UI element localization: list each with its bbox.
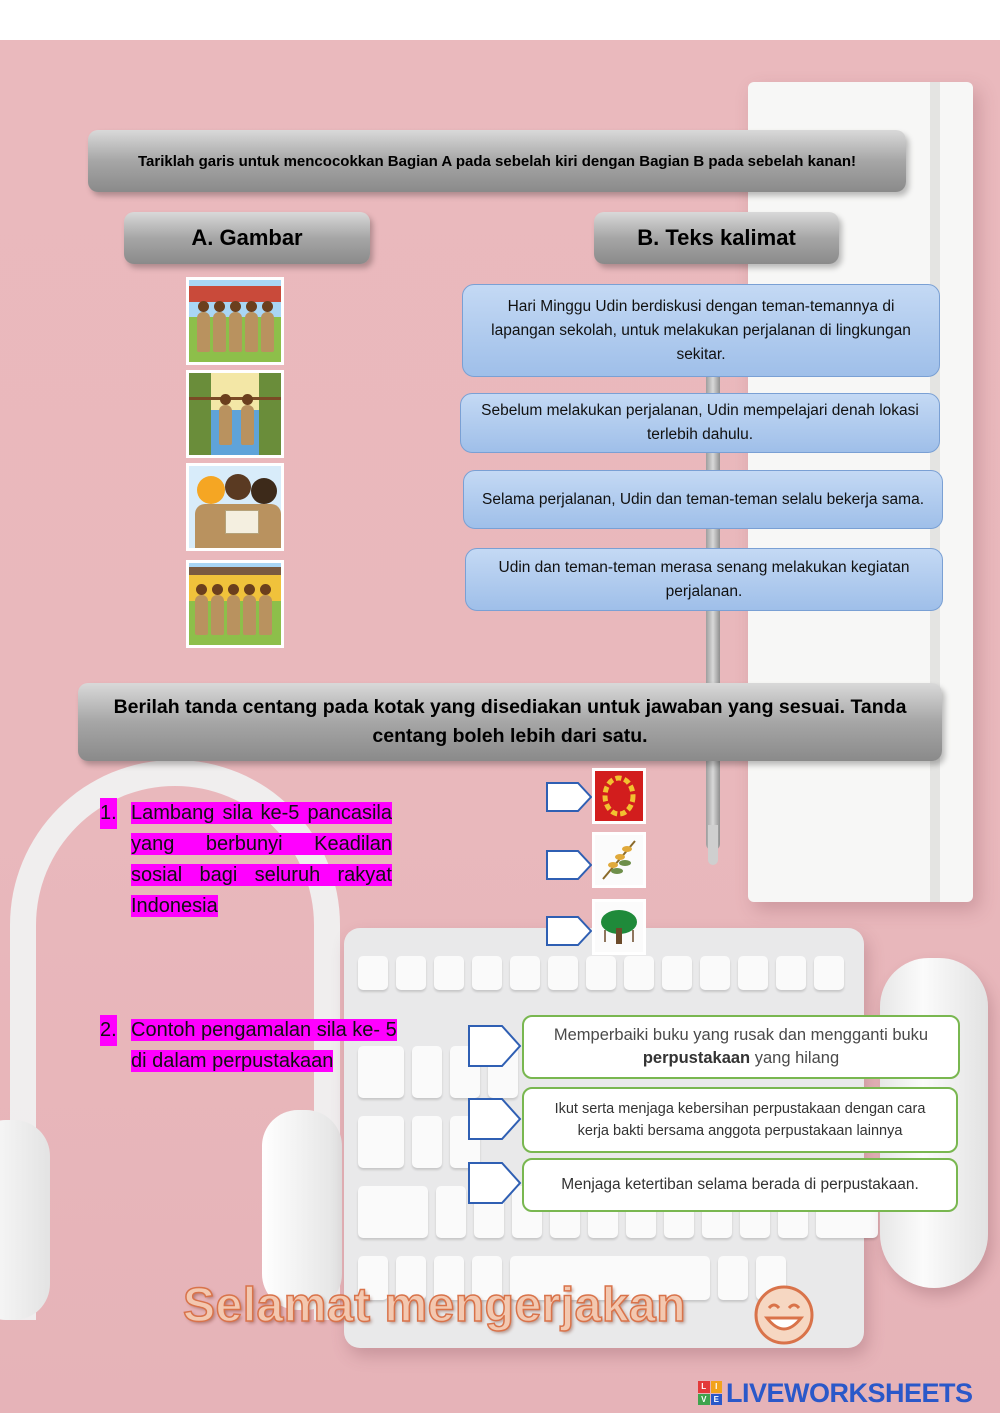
worksheet-page xyxy=(0,40,1000,1413)
section-a-heading: A. Gambar xyxy=(124,212,370,264)
scouts-group-picture[interactable] xyxy=(186,277,284,365)
question-1: 1. Lambang sila ke-5 pancasila yang berbunyi Keadilan sosial bagi seluruh rakyat Indonesia xyxy=(100,798,392,924)
checkbox-rice-cotton[interactable] xyxy=(546,850,592,880)
checkbox-answer-1[interactable] xyxy=(468,1025,522,1067)
closing-message: Selamat mengerjakan xyxy=(183,1279,687,1332)
section-b-heading: B. Teks kalimat xyxy=(594,212,839,264)
liveworksheets-brand xyxy=(698,1378,973,1408)
scouts-map-reading-picture[interactable] xyxy=(186,463,284,551)
question-2: 2. Contoh pengamalan sila ke- 5 di dalam perpustakaan xyxy=(100,1015,420,1079)
scouts-school-picture[interactable] xyxy=(186,560,284,648)
matching-instruction: Tariklah garis untuk mencocokkan Bagian A pada sebelah kiri dengan Bagian B pada sebelah kanan! xyxy=(88,130,906,192)
scouts-river-crossing-picture[interactable] xyxy=(186,370,284,458)
library-answer-1: Memperbaiki buku yang rusak dan mengganti buku perpustakaan yang hilang xyxy=(522,1015,960,1079)
library-answer-3: Menjaga ketertiban selama berada di perpustakaan. xyxy=(522,1158,958,1212)
checkbox-instruction: Berilah tanda centang pada kotak yang disediakan untuk jawaban yang sesuai. Tanda centang boleh lebih dari satu. xyxy=(78,683,942,761)
question-2-number: 2. xyxy=(100,1015,117,1046)
rice-cotton-symbol-icon xyxy=(592,832,646,888)
sentence-card-4[interactable]: Udin dan teman-teman merasa senang melakukan kegiatan perjalanan. xyxy=(465,548,943,611)
question-1-number: 1. xyxy=(100,798,117,829)
brand-name: LIVEWORKSHEETS xyxy=(726,1377,973,1408)
sentence-card-1[interactable]: Hari Minggu Udin berdiskusi dengan teman-temannya di lapangan sekolah, untuk melakukan perjalanan di lingkungan sekitar. xyxy=(462,284,940,377)
checkbox-banyan-tree[interactable] xyxy=(546,916,592,946)
laughing-face-icon xyxy=(749,1282,819,1348)
sentence-card-2[interactable]: Sebelum melakukan perjalanan, Udin mempelajari denah lokasi terlebih dahulu. xyxy=(460,393,940,453)
sentence-card-3[interactable]: Selama perjalanan, Udin dan teman-teman selalu bekerja sama. xyxy=(463,470,943,529)
banyan-tree-symbol-icon xyxy=(592,899,646,955)
checkbox-answer-2[interactable] xyxy=(468,1098,522,1140)
chain-symbol-icon xyxy=(592,768,646,824)
library-answer-2: Ikut serta menjaga kebersihan perpustakaan dengan cara kerja bakti bersama anggota perpustakaan lainnya xyxy=(522,1087,958,1153)
checkbox-answer-3[interactable] xyxy=(468,1162,522,1204)
checkbox-chain[interactable] xyxy=(546,782,592,812)
liveworksheets-logo-icon: L I V E xyxy=(698,1381,722,1405)
